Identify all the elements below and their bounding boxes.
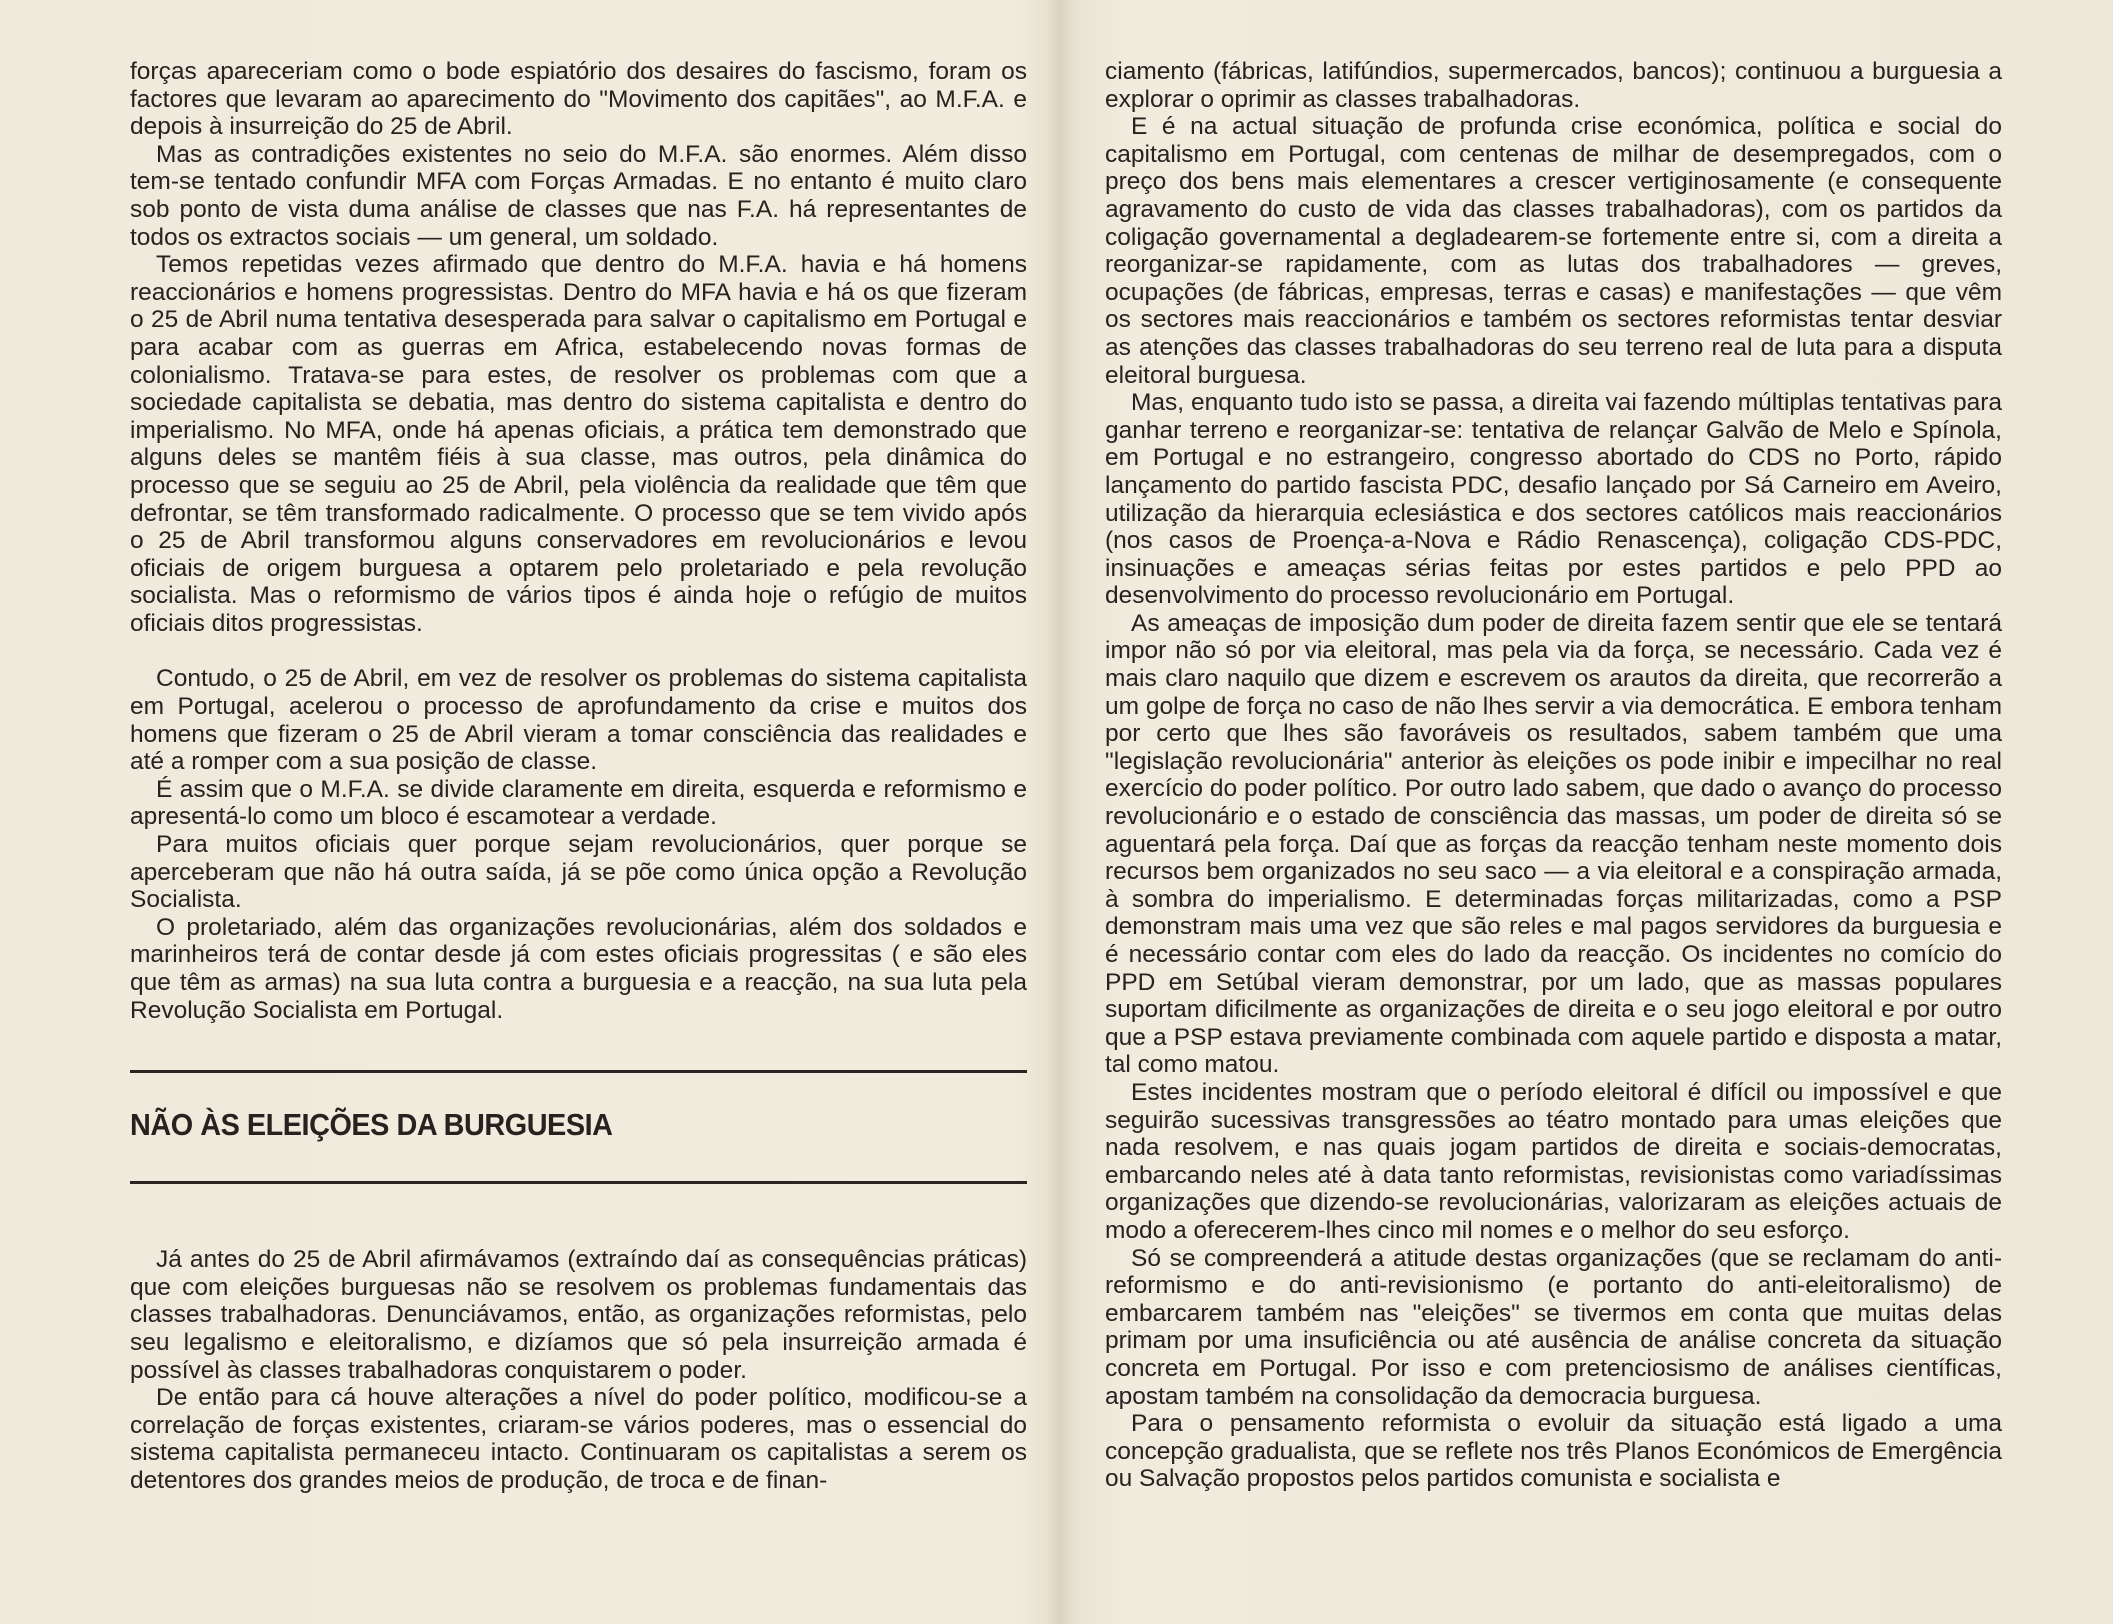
paragraph: Já antes do 25 de Abril afirmávamos (extraíndo daí as consequências práticas) que com eleições burguesas não se resolvem os problemas fundamentais das classes trabalhadoras. Denunciávamos, então, as organizações reformistas, pelo seu legalismo e eleitoralismo, e dizíamos que só pela insurreição armada é possível às classes trabalhadoras conquistarem o poder. <box>130 1246 1027 1384</box>
section-rule-top <box>130 1070 1027 1073</box>
paragraph: forças apareceriam como o bode espiatório dos desaires do fascismo, foram os factores que levaram ao aparecimento do "Movimento dos capitães", ao M.F.A. e depois à insurreição do 25 de Abril. <box>130 58 1027 141</box>
right-column <box>1105 58 2002 1493</box>
left-column <box>130 58 1027 1495</box>
paragraph: Só se compreenderá a atitude destas organizações (que se reclamam do anti-reformismo e do anti-revisionismo (e portanto do anti-eleitoralismo) de embarcarem também nas "eleições" se tivermos em conta que muitas delas primam por uma insuficiência ou até ausência de análise concreta da situação concreta em Portugal. Por isso e com pretenciosismo de análises científicas, apostam também na consolidação da democracia burguesa. <box>1105 1244 2002 1410</box>
paragraph: Estes incidentes mostram que o período eleitoral é difícil ou impossível e que seguirão sucessivas transgressões ao téatro montado para umas eleições que nada resolvem, e nas quais jogam partidos de direita e sociais-democratas, embarcando neles até à data tanto reformistas, revisionistas como variadíssimas organizações que dizendo-se revolucionárias, valorizaram as eleições actuais de modo a oferecerem-lhes cinco mil nomes e o melhor do seu esforço. <box>1105 1078 2002 1244</box>
paragraph: As ameaças de imposição dum poder de direita fazem sentir que ele se tentará impor não só por via eleitoral, mas pela via da força, se necessário. Cada vez é mais claro naquilo que dizem e escrevem os arautos da direita, que recorrerão a um golpe de força no caso de não lhes servir a via democrática. E embora tenham por certo que lhes são favoráveis os resultados, sabem também que uma "legislação revolucionária" anterior às eleições os pode inibir e impecilhar no real exercício do poder político. Por outro lado sabem, que dado o avanço do processo revolucionário e o estado de consciência das massas, um poder de direita só se aguentará pela força. Daí que as forças da reacção tenham neste momento dois recursos bem organizados no seu saco — a via eleitoral e a conspiração armada, à sombra do imperialismo. E determinadas forças militarizadas, como a PSP demonstram mais uma vez que são reles e mal pagos servidores da burguesia e é necessário contar com eles do lado da reacção. Os incidentes no comício do PPD em Setúbal vieram demonstrar, por um lado, que as massas populares suportam dificilmente as organizações de direita e o seu jogo eleitoral e por outro que a PSP estava previamente combinada com aquele partido e disposta a matar, tal como matou. <box>1105 609 2002 1079</box>
paragraph: Temos repetidas vezes afirmado que dentro do M.F.A. havia e há homens reaccionários e homens progressistas. Dentro do MFA havia e há os que fizeram o 25 de Abril numa tentativa desesperada para salvar o capitalismo em Portugal e para acabar com as guerras em Africa, estabelecendo novas formas de colonialismo. Tratava-se para estes, de resolver os problemas com que a sociedade capitalista se debatia, mas dentro do sistema capitalista e dentro do imperialismo. No MFA, onde há apenas oficiais, a prática tem demonstrado que alguns deles se mantêm fiéis à sua classe, mas outros, pela dinâmica do processo que se seguiu ao 25 de Abril, pela violência da realidade que têm que defrontar, se têm transformado radicalmente. O processo que se tem vivido após o 25 de Abril transformou alguns conservadores em revolucionários e levou oficiais de origem burguesa a optarem pelo proletariado e pela revolução socialista. Mas o reformismo de vários tipos é ainda hoje o refúgio de muitos oficiais ditos progressistas. <box>130 251 1027 637</box>
paragraph: Mas as contradições existentes no seio do M.F.A. são enormes. Além disso tem-se tentado confundir MFA com Forças Armadas. E no entanto é muito claro sob ponto de vista duma análise de classes que nas F.A. há representantes de todos os extractos sociais — um general, um soldado. <box>130 140 1027 251</box>
page-fold <box>1045 0 1075 1624</box>
paragraph: De então para cá houve alterações a nível do poder político, modificou-se a correlação de forças existentes, criaram-se vários poderes, mas o essencial do sistema capitalista permaneceu intacto. Continuaram os capitalistas a serem os detentores dos grandes meios de produção, de troca e de finan- <box>130 1384 1027 1494</box>
paragraph: O proletariado, além das organizações revolucionárias, além dos soldados e marinheiros terá de contar desde já com estes oficiais progressitas ( e são eles que têm as armas) na sua luta contra a burguesia e a reacção, na sua luta pela Revolução Socialista em Portugal. <box>130 913 1027 1024</box>
section-heading: NÃO ÀS ELEIÇÕES DA BURGUESIA <box>130 1107 613 1143</box>
paragraph: Para o pensamento reformista o evoluir da situação está ligado a uma concepção gradualista, que se reflete nos três Planos Económicos de Emergência ou Salvação propostos pelos partidos comunista e socialista e <box>1105 1410 2002 1493</box>
paragraph: E é na actual situação de profunda crise económica, política e social do capitalismo em Portugal, com centenas de milhar de desempregados, com o preço dos bens mais elementares a crescer vertiginosamente (e consequente agravamento do custo de vida das classes trabalhadoras), com os partidos da coligação governamental a degladearem-se fortemente entre si, com a direita a reorganizar-se rapidamente, com as lutas dos trabalhadores — greves, ocupações (de fábricas, empresas, terras e casas) e manifestações — que vêm os sectores mais reaccionários e também os sectores reformistas tentar desviar as atenções das classes trabalhadoras do seu terreno real de luta para a disputa eleitoral burguesa. <box>1105 113 2002 389</box>
paragraph: Mas, enquanto tudo isto se passa, a direita vai fazendo múltiplas tentativas para ganhar terreno e reorganizar-se: tentativa de relançar Galvão de Melo e Spínola, em Portugal e no estrangeiro, congresso abortado do CDS no Porto, rápido lançamento do partido fascista PDC, desafio lançado por Sá Carneiro em Aveiro, utilização da hierarquia eclesiástica e dos sectores católicos mais reaccionários (nos casos de Proença-a-Nova e Rádio Renascença), coligação CDS-PDC, insinuações e ameaças sérias feitas por estes partidos e pelo PPD ao desenvolvimento do processo revolucionário em Portugal. <box>1105 389 2002 610</box>
paragraph: Contudo, o 25 de Abril, em vez de resolver os problemas do sistema capitalista em Portugal, acelerou o processo de aprofundamento da crise e muitos dos homens que fizeram o 25 de Abril vieram a tomar consciência das realidades e até a romper com a sua posição de classe. <box>130 665 1027 776</box>
section-rule-bottom <box>130 1181 1027 1184</box>
paragraph: Para muitos oficiais quer porque sejam revolucionários, quer porque se aperceberam que não há outra saída, já se põe como única opção a Revolução Socialista. <box>130 831 1027 914</box>
paragraph: ciamento (fábricas, latifúndios, supermercados, bancos); continuou a burguesia a explorar o oprimir as classes trabalhadoras. <box>1105 58 2002 113</box>
paragraph: É assim que o M.F.A. se divide claramente em direita, esquerda e reformismo e apresentá-lo como um bloco é escamotear a verdade. <box>130 775 1027 831</box>
